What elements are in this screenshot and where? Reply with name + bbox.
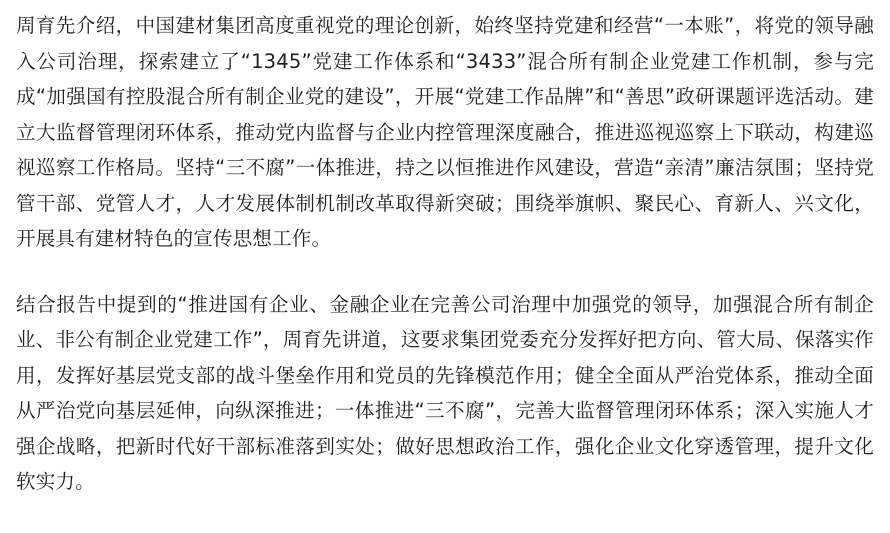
article-body	[16, 8, 874, 500]
paragraph-1: 周育先介绍，中国建材集团高度重视党的理论创新，始终坚持党建和经营“一本账”，将党的领导融入公司治理，探索建立了“1345”党建工作体系和“3433”混合所有制企业党建工作机制，参与完成“加强国有控股混合所有制企业党的建设”，开展“党建工作品牌”和“善思”政研课题评选活动。建立大监督管理闭环体系，推动党内监督与企业内控管理深度融合，推进巡视巡察上下联动，构建巡视巡察工作格局。坚持“三不腐”一体推进，持之以恒推进作风建设，营造“亲清”廉洁氛围；坚持党管干部、党管人才，人才发展体制机制改革取得新突破；围绕举旗帜、聚民心、育新人、兴文化，开展具有建材特色的宣传思想工作。	[16, 14, 874, 250]
paragraph-2: 结合报告中提到的“推进国有企业、金融企业在完善公司治理中加强党的领导，加强混合所有制企业、非公有制企业党建工作”，周育先讲道，这要求集团党委充分发挥好把方向、管大局、保落实作用，发挥好基层党支部的战斗堡垒作用和党员的先锋模范作用；健全全面从严治党体系，推动全面从严治党向基层延伸，向纵深推进；一体推进“三不腐”，完善大监督管理闭环体系；深入实施人才强企战略，把新时代好干部标准落到实处；做好思想政治工作，强化企业文化穿透管理，提升文化软实力。	[16, 292, 874, 493]
